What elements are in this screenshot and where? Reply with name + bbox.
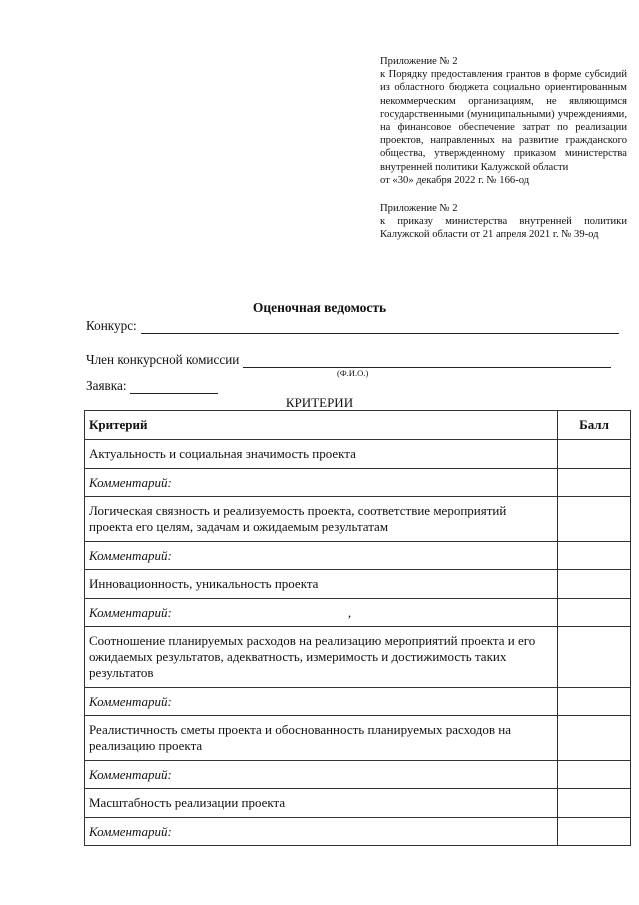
comment-label[interactable]: Комментарий: [85,469,558,497]
comment-row [85,599,631,627]
comment-row [85,761,631,789]
comment-row-cell[interactable] [85,599,558,627]
commission-member-label: Член конкурсной комиссии [86,352,240,367]
header-criterion: Критерий [85,411,558,440]
appendix-title: Приложение № 2 [380,56,458,67]
criteria-heading: КРИТЕРИИ [285,395,354,410]
criterion-row [85,497,631,542]
score-cell[interactable] [558,440,631,469]
criterion-text: Реалистичность сметы проекта и обоснованность планируемых расходов на реализацию проекта [85,716,558,761]
criteria-table [84,410,631,846]
application-line[interactable] [130,392,218,394]
stray-dot: , [347,604,352,620]
comment-row [85,469,631,497]
criterion-row [85,627,631,688]
appendix-block-1 [380,55,627,242]
criterion-row [85,440,631,469]
application-label: Заявка: [86,378,127,393]
comment-label: Комментарий: [89,604,172,620]
score-cell-empty [558,761,631,789]
contest-field[interactable] [86,318,619,334]
comment-row [85,542,631,570]
comment-label[interactable]: Комментарий: [85,542,558,570]
appendix-text: к Порядку предоставления грантов в форме субсидий из областного бюджета социально ориентированным некоммерческим организациям, не являющимся государственными (муниципальными) учреждениями, на финансовое обеспечение затрат по реализации проектов, направленных на развитие гражданского общества, утвержденному приказом министерства внутренней политики Калужской области [380,69,627,173]
score-cell[interactable] [558,627,631,688]
commission-member-field[interactable] [86,352,611,368]
criterion-text: Соотношение планируемых расходов на реализацию мероприятий проекта и его ожидаемых результатов, адекватность, измеримость и достижимость таких результатов [85,627,558,688]
score-cell[interactable] [558,497,631,542]
score-cell[interactable] [558,716,631,761]
score-cell[interactable] [558,789,631,818]
criterion-row [85,789,631,818]
criterion-text: Масштабность реализации проекта [85,789,558,818]
score-cell[interactable] [558,570,631,599]
comment-label[interactable]: Комментарий: [85,818,558,846]
score-cell-empty [558,542,631,570]
criterion-text: Актуальность и социальная значимость проекта [85,440,558,469]
criterion-text: Инновационность, уникальность проекта [85,570,558,599]
table-header-row [85,411,631,440]
commission-member-line[interactable] [243,366,611,368]
appendix-date: от «30» декабря 2022 г. № 166-од [380,174,530,186]
comment-label[interactable]: Комментарий: [85,688,558,716]
form-title: Оценочная ведомость [252,300,387,315]
comment-label[interactable]: Комментарий: [85,761,558,789]
appendix-2-text: к приказу министерства внутренней политики Калужской области от 21 апреля 2021 г. № 39-од [380,216,627,241]
appendix-2-title: Приложение № 2 [380,203,458,215]
comment-row [85,818,631,846]
header-score: Балл [558,411,631,440]
criterion-row [85,570,631,599]
contest-label: Конкурс: [86,318,137,333]
score-cell-empty [558,469,631,497]
criterion-row [85,716,631,761]
score-cell-empty [558,818,631,846]
comment-row [85,688,631,716]
criterion-text: Логическая связность и реализуемость проекта, соответствие мероприятий проекта его целям, задачам и ожидаемым результатам [85,497,558,542]
contest-line[interactable] [141,332,619,334]
score-cell-empty [558,599,631,627]
score-cell-empty [558,688,631,716]
application-field[interactable] [86,378,218,394]
fio-hint: (Ф.И.О.) [337,368,369,378]
